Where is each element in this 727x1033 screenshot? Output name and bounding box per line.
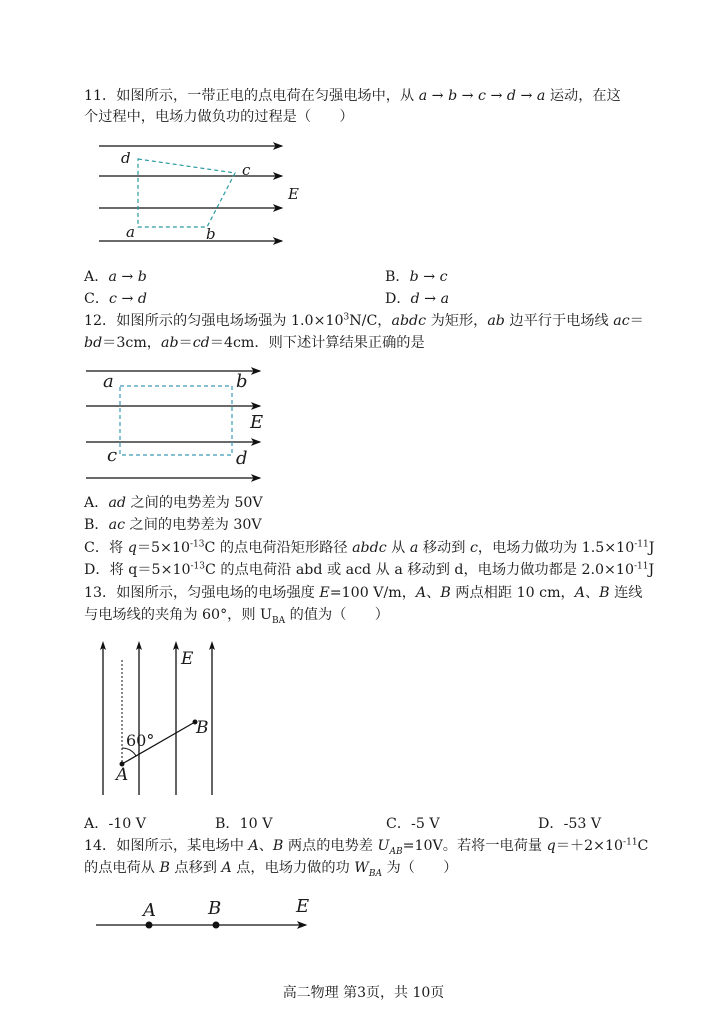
var: A [221,860,232,876]
var: B [272,838,284,854]
option-text: a → b [108,269,147,285]
q14-label-A: A [143,900,156,921]
q12-label-c: c [107,445,118,466]
exponent: 3 [343,312,350,323]
q12-stem-line1 [84,311,644,331]
q11-option-d[interactable] [385,289,449,309]
option-letter: C． [84,540,110,556]
var: B [159,860,170,876]
q11-option-b[interactable] [385,267,448,287]
text: ＝ [629,313,644,329]
q11-label-d: d [121,149,131,167]
var: B [440,585,451,601]
q14-figure [80,890,330,940]
exponent: -11 [623,837,638,848]
q13-label-E: E [181,649,194,669]
q13-label-angle: 60° [126,731,155,750]
text: 、 [584,585,600,601]
text: 的值为（ ） [285,607,389,623]
option-text: -5 V [411,816,440,832]
text: ＝4cm．则下述计算结果正确的是 [209,335,425,351]
q12-label-b: b [236,371,248,392]
q11-stem-text-2: 运动，在这 [545,88,621,104]
q11-option-c[interactable] [84,289,147,309]
text: ＝5×10 [136,540,190,556]
subscript: BA [368,868,382,879]
option-text: c → d [109,291,147,307]
q11-figure [80,135,320,250]
text: C [637,838,649,854]
q13-option-b[interactable] [215,814,272,834]
text: 的点电荷从 [84,860,160,876]
var: E [319,585,330,601]
text: 将 [109,540,128,556]
text: 移动到 [418,540,470,556]
q11-label-a: a [126,223,135,241]
text: 将 q＝5×10 [109,562,191,578]
q13-label-A: A [116,765,129,785]
q12-label-d: d [236,448,248,469]
q11-stem-line1 [84,86,621,106]
q13-label-B: B [196,718,209,738]
q13-option-c[interactable] [386,814,440,834]
option-letter: B． [84,517,109,533]
subscript: AB [389,846,403,857]
q11-label-b: b [206,225,216,243]
option-text: -53 V [563,816,602,832]
option-letter: A． [84,816,109,832]
text: ，电场力做功为 1.5×10 [477,540,635,556]
q11-label-c: c [242,161,251,179]
var: ab [160,335,179,351]
text: =10V。若将一电荷量 [402,838,547,854]
q11-path: a → b → c → d → a [418,88,546,104]
q14-stem-line2 [84,858,457,878]
var: ad [108,495,126,511]
text: ＝＋2×10 [555,838,624,854]
q12-label-E: E [250,412,264,433]
text: ＝ [178,335,193,351]
var: q [127,540,137,556]
text: 与电场线的夹角为 60°，则 U [84,607,272,623]
option-text: b → c [409,269,448,285]
text: N/C， [349,313,392,329]
text: 、 [258,838,273,854]
var: ab [487,313,505,329]
var: A [415,585,427,601]
q11-option-a[interactable] [84,267,147,287]
text: 为矩形， [426,313,488,329]
exponent: -11 [634,539,649,550]
subscript: BA [272,615,286,626]
var: abdc [352,540,387,556]
q13-option-d[interactable] [538,814,601,834]
option-letter: D． [84,562,110,578]
text: J [648,540,655,556]
q13-figure [80,630,240,810]
page-footer: 高二物理 第3页，共 10页 [282,985,445,1001]
option-letter: A． [84,269,109,285]
text: 从 [386,540,410,556]
q13-stem-line2 [84,605,389,625]
q11-label-E: E [288,185,299,203]
var: A [574,585,585,601]
q12-option-b[interactable] [84,515,262,535]
text: J [648,562,655,578]
var: ac [613,313,630,329]
text: 14．如图所示，某电场中 [84,838,249,854]
q12-option-a[interactable] [84,493,263,513]
text: 两点相距 10 cm， [450,585,575,601]
exponent: -13 [190,539,205,550]
var: abdc [391,313,427,329]
q14-stem-line1 [84,836,648,856]
var: bd [84,335,103,351]
q12-option-c[interactable] [84,538,654,558]
option-text: 之间的电势差为 50V [125,495,263,511]
var: q [546,838,556,854]
option-letter: D． [538,816,564,832]
text: 13．如图所示，匀强电场的电场强度 [84,585,320,601]
text: ＝3cm， [102,335,161,351]
q14-label-E: E [296,896,310,917]
text: 边平行于电场线 [504,313,614,329]
q11-stem-line2: 个过程中，电场力做负功的过程是（ ） [84,109,354,125]
option-letter: B． [215,816,240,832]
var: ac [108,517,126,533]
q12-stem-line2 [84,333,425,353]
q13-stem-line1 [84,583,643,603]
text: C 的点电荷沿矩形路径 [204,540,353,556]
var: B [599,585,610,601]
var: A [248,838,259,854]
text: 连线 [609,585,643,601]
text: 两点的电势差 [283,838,378,854]
text: 点，电场力做的功 [231,860,355,876]
exponent: -13 [190,561,206,572]
q11-stem-text: 11．如图所示，一带正电的点电荷在匀强电场中，从 [84,88,419,104]
text: 、 [426,585,441,601]
option-letter: C． [386,816,412,832]
var: a [409,540,419,556]
option-letter: B． [385,269,410,285]
option-letter: C． [84,291,110,307]
var: c [469,540,478,556]
text: 点移到 [169,860,222,876]
var: W [354,860,369,876]
var: U [377,838,390,854]
exponent: -11 [634,561,649,572]
text: =100 V/m， [329,585,416,601]
option-text: 之间的电势差为 30V [125,517,262,533]
option-letter: D． [385,291,411,307]
q14-label-B: B [208,898,222,919]
q12-label-a: a [103,371,114,392]
text: 12．如图所示的匀强电场场强为 1.0×10 [84,313,344,329]
var: cd [192,335,210,351]
option-text: 10 V [239,816,273,832]
text: 为（ ） [381,860,458,876]
q13-option-a[interactable] [84,814,146,834]
option-letter: A． [84,495,109,511]
q12-option-d[interactable] [84,560,654,580]
option-text: d → a [410,291,450,307]
option-text: -10 V [108,816,147,832]
text: C 的点电荷沿 abd 或 acd 从 a 移动到 d，电场力做功都是 2.0×10 [205,562,634,578]
